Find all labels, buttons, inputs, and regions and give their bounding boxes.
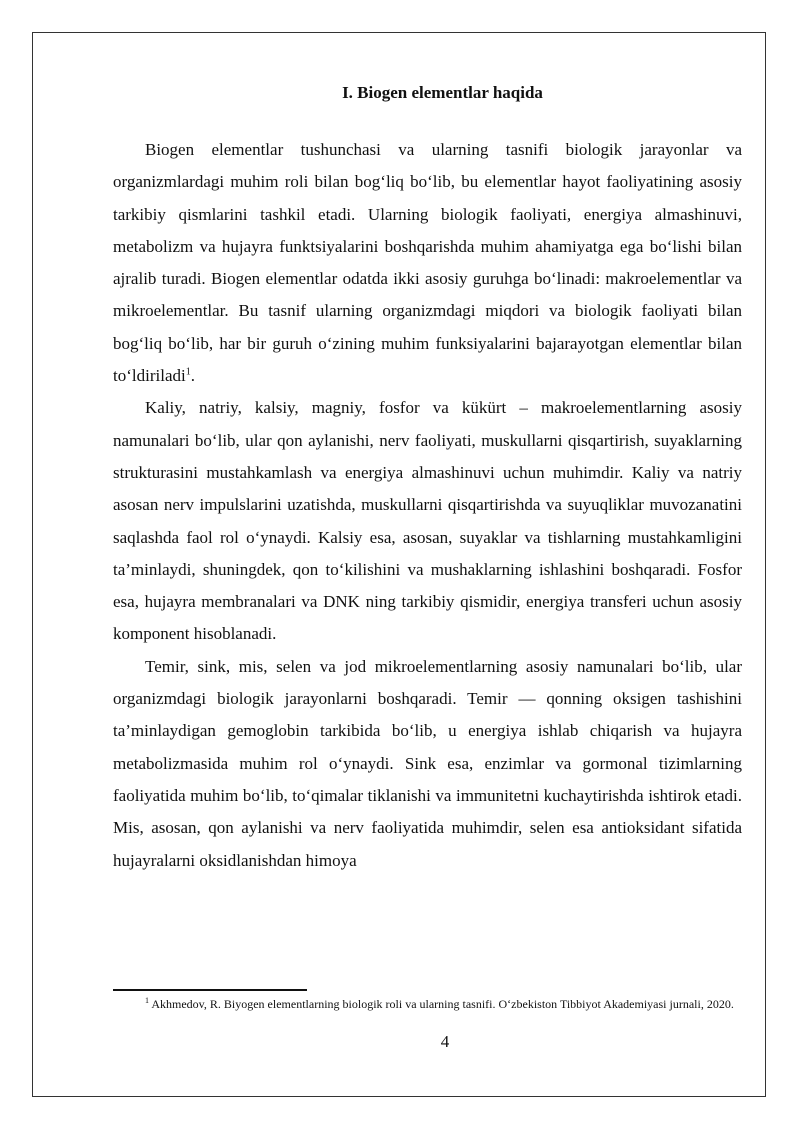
paragraph-3: Temir, sink, mis, selen va jod mikroelementlarning asosiy namunalari bo‘lib, ular organizmdagi biologik jarayonlarni boshqaradi. Temir — qonning oksigen tashishini ta’minlaydigan gemoglobin tarkibida bo‘lib, u energiya ishlab chiqarish va hujayra metabolizmasida muhim rol o‘ynaydi. Sink esa, enzimlar va gormonal tizimlarning faoliyatida muhim bo‘lib, to‘qimalar tiklanishi va immunitetni kuchaytirishda ishtirok etadi. Mis, asosan, qon aylanishi va nerv faoliyatida muhimdir, selen esa antioksidant sifatida hujayralarni oksidlanishdan himoya xyxy=(113,656,742,870)
paragraph-1-text: Biogen elementlar tushunchasi va ularning tasnifi biologik jarayonlar va organizmlardagi muhim roli bilan bog‘liq bo‘lib, bu elementlar hayot faoliyatining asosiy tarkibiy qismlarini tashkil etadi. Ularning biologik faoliyati, energiya almashinuvi, metabolizm va hujayra funktsiyalarini boshqarishda muhim ahamiyatga ega bo‘lishi bilan ajralib turadi. Biogen elementlar odatda ikki asosiy guruhga bo‘linadi: makroelementlar va mikroelementlar. Bu tasnif ularning organizmdagi miqdori va biologik faoliyati bilan bog‘liq bo‘lib, har bir guruh o‘zining muhim funksiyalarini bajarayotgan elementlar bilan to‘ldiriladi xyxy=(113,140,742,386)
footnote-reference: 1 xyxy=(185,366,191,378)
paragraph-2: Kaliy, natriy, kalsiy, magniy, fosfor va kükürt – makroelementlarning asosiy namunalari bo‘lib, ular qon aylanishi, nerv faoliyati, muskullarni qisqartirish, suyaklarning strukturasini mustahkamlash va energiya almashinuvi uchun muhimdir. Kaliy va natriy asosan nerv impulslarini uzatishda, muskullarni qisqartirishda va suyuqliklar muvozanatini saqlashda faol rol o‘ynaydi. Kalsiy esa, asosan, suyaklar va tishlarning mustahkamligini ta’minlaydi, shuningdek, qon to‘kilishini va mushaklarning ishlashini boshqaradi. Fosfor esa, hujayra membranalari va DNK ning tarkibiy qismidir, energiya transferi uchun asosiy komponent hisoblanadi. xyxy=(113,398,742,644)
section-heading: I. Biogen elementlar haqida xyxy=(342,83,543,102)
footnote-text: Akhmedov, R. Biyogen elementlarning biologik roli va ularning tasnifi. O‘zbekiston Tibbiyot Akademiyasi jurnali, 2020. xyxy=(151,997,734,1011)
paragraph-1 xyxy=(113,134,742,392)
footnote-separator xyxy=(113,989,307,991)
footnote-number: 1 xyxy=(145,996,149,1005)
paragraph-1-tail: . xyxy=(190,366,195,386)
footnote xyxy=(113,996,742,1012)
page-number: 4 xyxy=(440,1032,450,1051)
body-text xyxy=(113,134,742,877)
